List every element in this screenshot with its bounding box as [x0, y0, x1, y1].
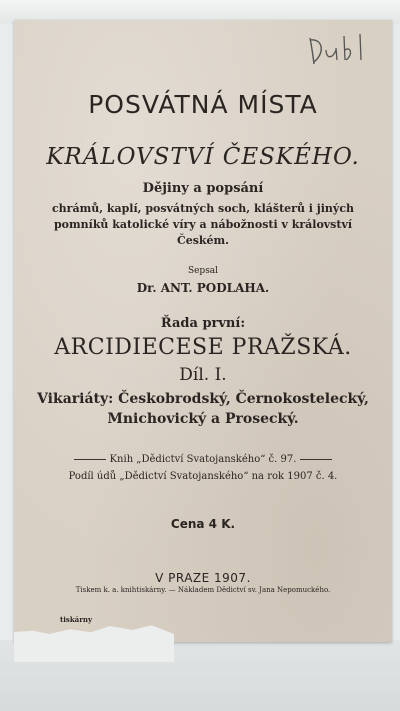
printer-line: Tiskem k. a. knihtiskárny. — Nákladem Dědictví sv. Jana Nepomuckého.: [75, 586, 331, 594]
description-line2: pomníků katolické víry a nábožnosti v království: [53, 218, 353, 231]
podil-line: Podíl údů „Dědictví Svatojanského“ na rok 1907 č. 4.: [68, 471, 338, 482]
handwritten-note: [304, 30, 374, 70]
printer-line2: tiskárny: [60, 615, 93, 624]
part-label: Díl. I.: [179, 365, 227, 385]
rule-left: [74, 459, 106, 460]
vikariaty-line2: Mnichovický a Prosecký.: [107, 411, 299, 427]
subtitle: Dějiny a popsání: [142, 181, 264, 196]
torn-corner: [14, 622, 174, 662]
knih-line: [14, 454, 392, 465]
description-line1: chrámů, kaplí, posvátných soch, klášterů i jiných: [51, 202, 355, 215]
knih-text: Knih „Dědictví Svatojanského“ č. 97.: [109, 454, 297, 465]
rule-right: [300, 459, 332, 460]
price: Cena 4 K.: [170, 517, 236, 531]
place-year: V PRAZE 1907.: [155, 571, 251, 585]
vikariaty-line1: Vikariáty: Českobrodský, Černokostelecký,: [37, 391, 369, 407]
title-line2: KRÁLOVSTVÍ ČESKÉHO.: [46, 144, 360, 170]
description-line3: Českém.: [176, 234, 230, 247]
archdiocese-title: ARCIDIECESE PRAŽSKÁ.: [54, 335, 352, 360]
title-line1: POSVÁTNÁ MÍSTA: [88, 90, 318, 119]
author: Dr. ANT. PODLAHA.: [136, 281, 270, 295]
sepsal-label: Sepsal: [187, 266, 219, 276]
series-label: Řada první:: [160, 316, 246, 331]
book-cover: [14, 20, 392, 642]
